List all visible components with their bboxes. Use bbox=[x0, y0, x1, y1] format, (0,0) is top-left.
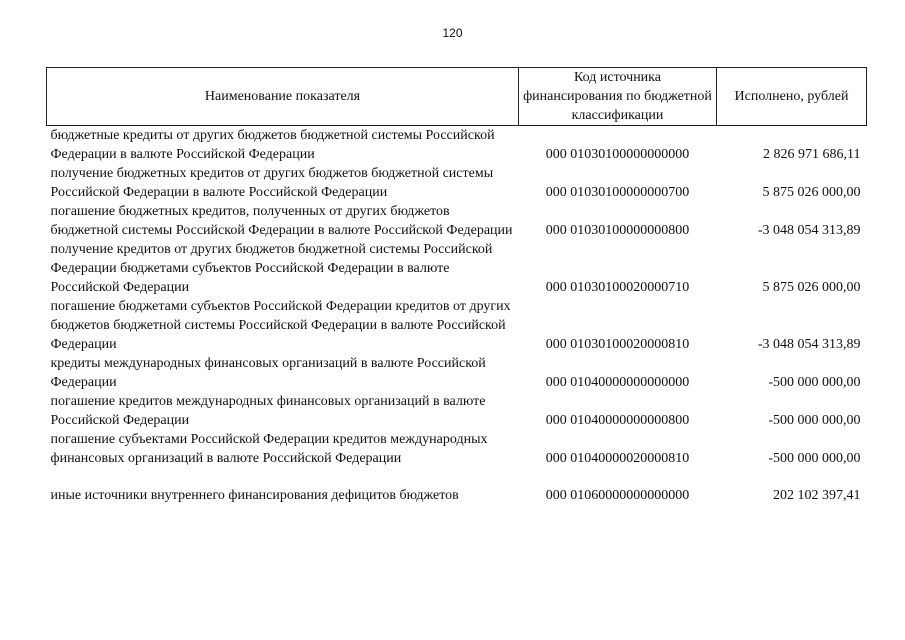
row-name: кредиты международных финансовых организаций в валюте Российской Федерации bbox=[50, 356, 486, 390]
row-amount: -500 000 000,00 bbox=[768, 375, 861, 390]
row-name: иные источники внутреннего финансирования дефицитов бюджетов bbox=[50, 488, 459, 503]
row-amount: 2 826 971 686,11 bbox=[763, 147, 861, 162]
row-code: 000 01030100020000710 bbox=[545, 280, 690, 295]
table-row bbox=[47, 297, 867, 354]
table-row bbox=[47, 126, 867, 165]
row-code: 000 01040000020000810 bbox=[545, 451, 690, 466]
table-row bbox=[47, 392, 867, 430]
row-code: 000 01030100020000810 bbox=[545, 337, 690, 352]
row-name: получение кредитов от других бюджетов бюджетной системы Российской Федерации бюджетами субъектов Российской Федерации в валюте Российской Федерации bbox=[50, 242, 493, 295]
header-code: Код источника финансирования по бюджетной классификации bbox=[519, 68, 717, 126]
table-row bbox=[47, 430, 867, 468]
header-amount: Исполнено, рублей bbox=[717, 68, 867, 126]
row-name: погашение кредитов международных финансовых организаций в валюте Российской Федерации bbox=[50, 394, 486, 428]
row-amount: -500 000 000,00 bbox=[768, 413, 861, 428]
row-amount: 202 102 397,41 bbox=[773, 488, 861, 503]
row-name: бюджетные кредиты от других бюджетов бюджетной системы Российской Федерации в валюте Российской Федерации bbox=[50, 128, 495, 162]
table-row bbox=[47, 354, 867, 392]
header-name: Наименование показателя bbox=[47, 68, 519, 126]
row-amount: -3 048 054 313,89 bbox=[757, 223, 861, 238]
row-name: погашение субъектами Российской Федерации кредитов международных финансовых организаций в валюте Российской Федерации bbox=[50, 432, 488, 466]
row-code: 000 01040000000000000 bbox=[545, 375, 690, 390]
row-name: погашение бюджетами субъектов Российской Федерации кредитов от других бюджетов бюджетной системы Российской Федерации в валюте Российской Федерации bbox=[50, 299, 511, 352]
row-amount: 5 875 026 000,00 bbox=[762, 185, 861, 200]
table-row bbox=[47, 468, 867, 505]
row-name: погашение бюджетных кредитов, полученных от других бюджетов бюджетной системы Российской Федерации в валюте Российской Федерации bbox=[50, 204, 513, 238]
row-code: 000 01030100000000800 bbox=[545, 223, 690, 238]
row-amount: 5 875 026 000,00 bbox=[762, 280, 861, 295]
row-amount: -3 048 054 313,89 bbox=[757, 337, 861, 352]
financing-sources-table bbox=[46, 67, 867, 505]
row-name: получение бюджетных кредитов от других бюджетов бюджетной системы Российской Федерации в валюте Российской Федерации bbox=[50, 166, 494, 200]
row-code: 000 01030100000000700 bbox=[545, 185, 690, 200]
table-row bbox=[47, 164, 867, 202]
table-row bbox=[47, 240, 867, 297]
table-header bbox=[47, 68, 867, 126]
row-code: 000 01030100000000000 bbox=[545, 147, 690, 162]
row-code: 000 01040000000000800 bbox=[545, 413, 690, 428]
table-row bbox=[47, 202, 867, 240]
page-number: 120 bbox=[442, 26, 463, 40]
row-code: 000 01060000000000000 bbox=[545, 488, 690, 503]
row-amount: -500 000 000,00 bbox=[768, 451, 861, 466]
